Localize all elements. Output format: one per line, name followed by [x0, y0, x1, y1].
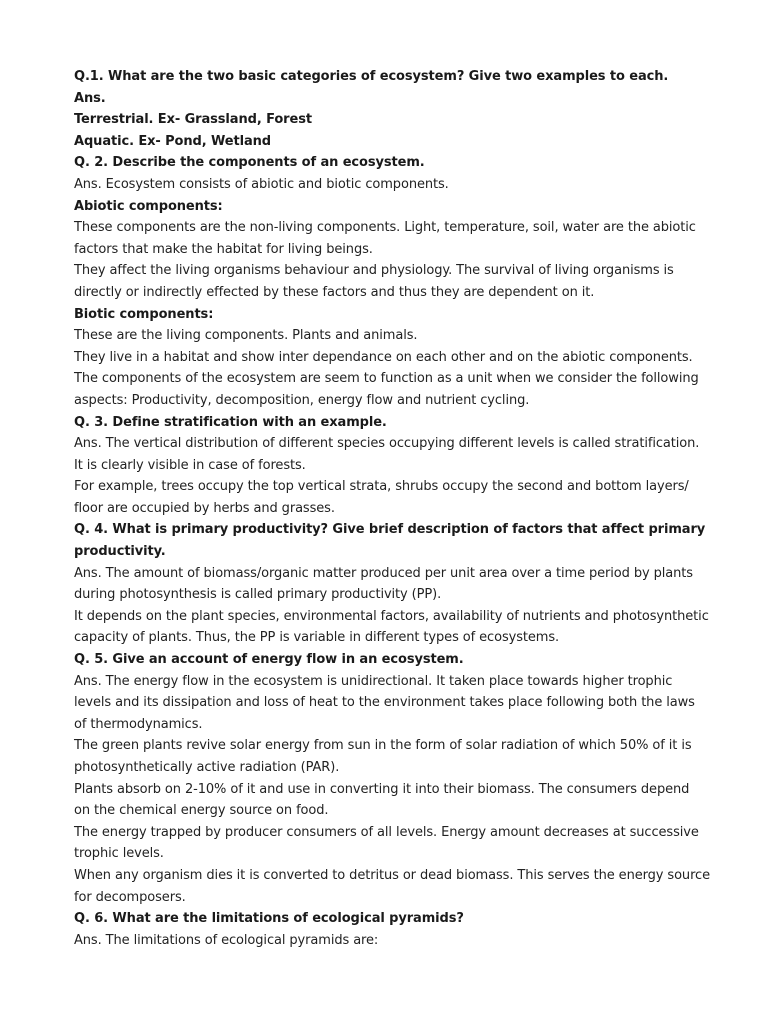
paragraph-line: trophic levels. [74, 846, 164, 862]
paragraph-line: of thermodynamics. [74, 716, 203, 732]
answer-text: Terrestrial. Ex- Grassland, Forest [74, 112, 312, 128]
paragraph-line: Plants absorb on 2-10% of it and use in converting it into their biomass. The consumers depend [74, 781, 690, 797]
paragraph-line: capacity of plants. Thus, the PP is variable in different types of ecosystems. [74, 630, 560, 646]
paragraph-line: It is clearly visible in case of forests. [74, 457, 306, 473]
paragraph-line: They affect the living organisms behaviour and physiology. The survival of living organisms is [74, 263, 674, 279]
paragraph-line: levels and its dissipation and loss of heat to the environment takes place following both the laws [74, 695, 695, 711]
question-heading: Q. 5. Give an account of energy flow in an ecosystem. [74, 652, 464, 668]
paragraph-line: It depends on the plant species, environmental factors, availability of nutrients and photosynthetic [74, 608, 709, 624]
paragraph-line: directly or indirectly effected by these factors and thus they are dependent on it. [74, 284, 595, 300]
subheading: Biotic components: [74, 306, 214, 322]
paragraph-line: Ans. The limitations of ecological pyramids are: [74, 932, 379, 948]
question-heading: productivity. [74, 544, 166, 560]
question-heading: Q. 3. Define stratification with an example. [74, 414, 387, 430]
document-body [74, 66, 710, 951]
paragraph-line: These are the living components. Plants and animals. [74, 328, 418, 344]
paragraph-line: for decomposers. [74, 889, 186, 905]
paragraph-line: These components are the non-living components. Light, temperature, soil, water are the abiotic [74, 220, 696, 236]
paragraph-line: They live in a habitat and show inter dependance on each other and on the abiotic components. [74, 349, 693, 365]
paragraph-line: during photosynthesis is called primary productivity (PP). [74, 587, 442, 603]
paragraph-line: The components of the ecosystem are seem to function as a unit when we consider the following [74, 371, 699, 387]
answer-text: Ans. Ecosystem consists of abiotic and biotic components. [74, 176, 449, 192]
question-heading: Q.1. What are the two basic categories of ecosystem? Give two examples to each. [74, 69, 669, 84]
question-heading: Q. 2. Describe the components of an ecosystem. [74, 155, 425, 171]
subheading: Abiotic components: [74, 198, 223, 214]
paragraph-line: The energy trapped by producer consumers of all levels. Energy amount decreases at successive [74, 824, 699, 840]
question-heading: Q. 6. What are the limitations of ecological pyramids? [74, 911, 464, 927]
question-heading: Q. 4. What is primary productivity? Give brief description of factors that affect primary [74, 522, 706, 538]
paragraph-line: The green plants revive solar energy from sun in the form of solar radiation of which 50% of it is [74, 738, 692, 754]
paragraph-line: When any organism dies it is converted to detritus or dead biomass. This serves the energy source [74, 867, 710, 883]
answer-label: Ans. [74, 90, 106, 106]
paragraph-line: aspects: Productivity, decomposition, energy flow and nutrient cycling. [74, 392, 530, 408]
paragraph-line: Ans. The energy flow in the ecosystem is unidirectional. It taken place towards higher trophic [74, 673, 673, 689]
paragraph-line: photosynthetically active radiation (PAR). [74, 760, 340, 775]
paragraph-line: Ans. The amount of biomass/organic matter produced per unit area over a time period by plants [74, 565, 693, 581]
paragraph-line: Ans. The vertical distribution of different species occupying different levels is called stratification. [74, 436, 700, 452]
paragraph-line: floor are occupied by herbs and grasses. [74, 500, 335, 516]
paragraph-line: factors that make the habitat for living beings. [74, 241, 373, 257]
paragraph-line: on the chemical energy source on food. [74, 803, 329, 819]
paragraph-line: For example, trees occupy the top vertical strata, shrubs occupy the second and bottom layers/ [74, 479, 689, 495]
answer-text: Aquatic. Ex- Pond, Wetland [74, 133, 272, 149]
